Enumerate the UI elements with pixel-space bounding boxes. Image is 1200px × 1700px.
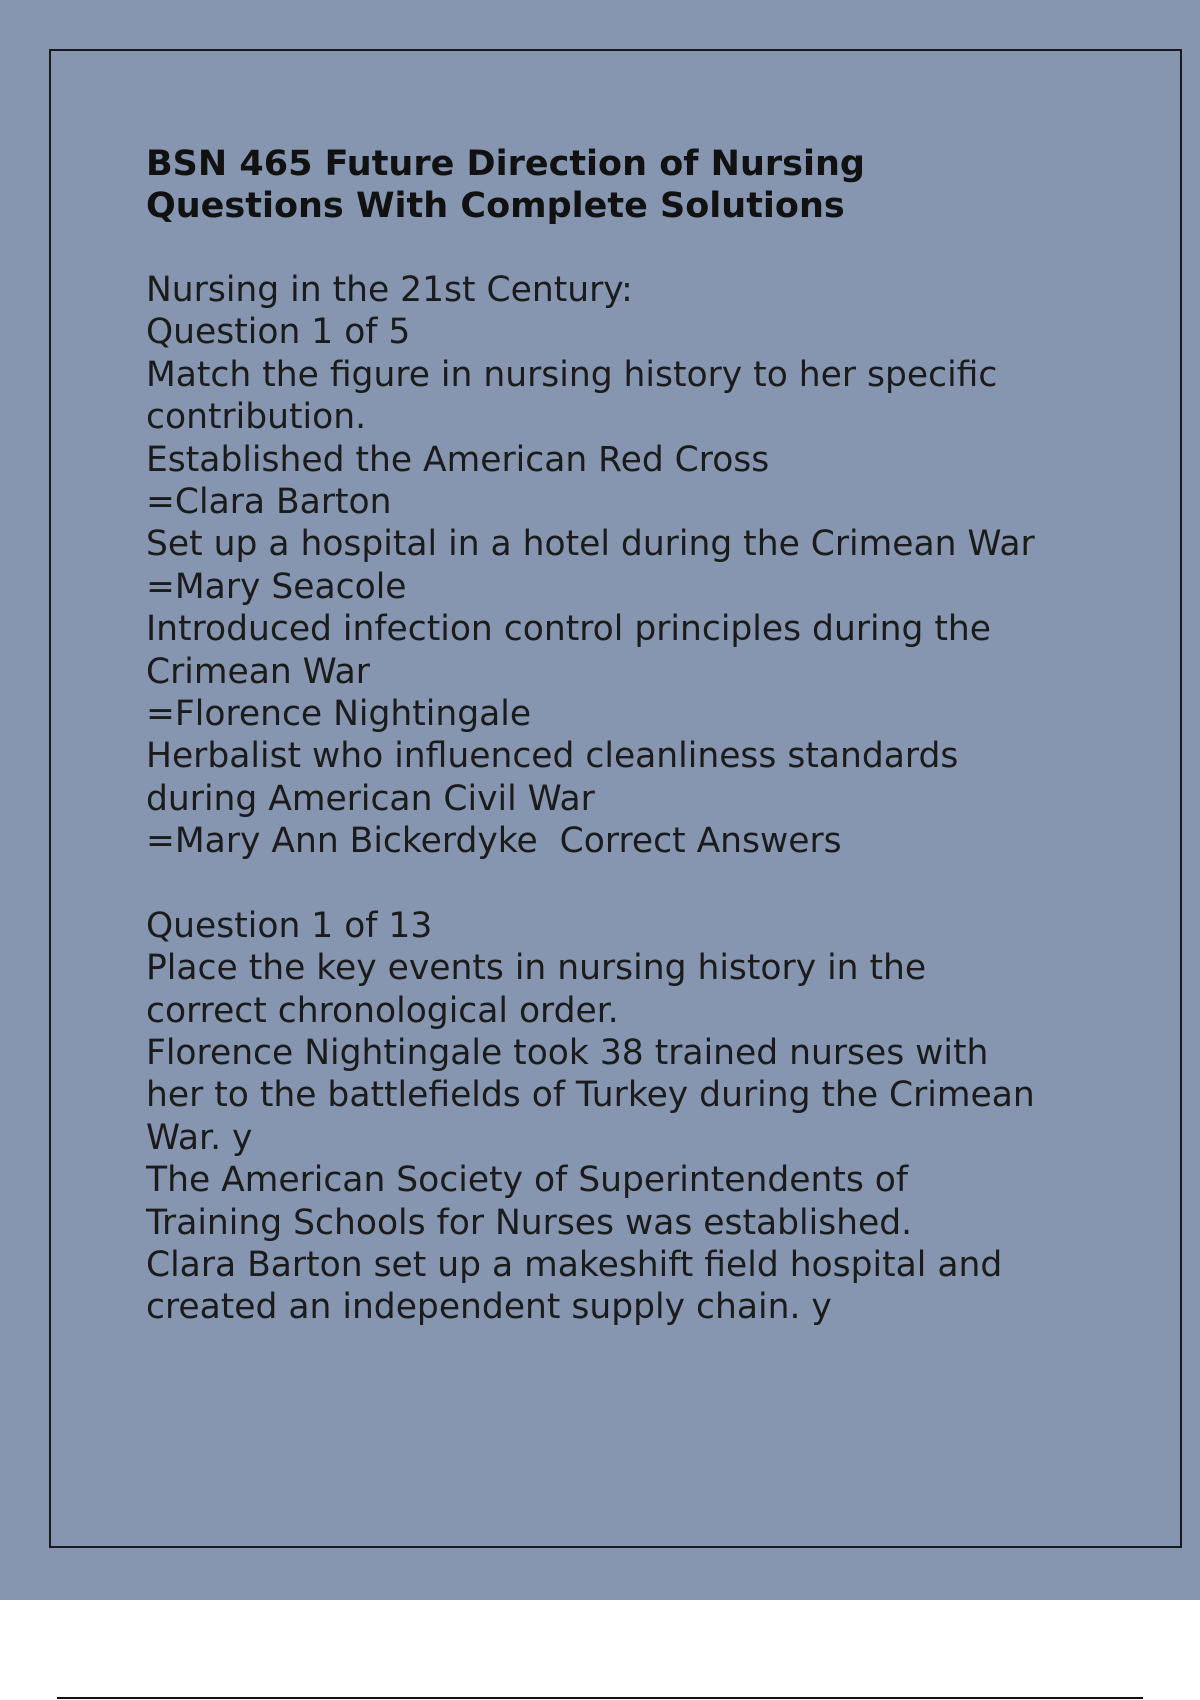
question-text: correct chronological order. [146,990,619,1031]
title-line: BSN 465 Future Direction of Nursing [146,144,865,184]
question-number: Question 1 of 13 [146,905,433,946]
event-item: Training Schools for Nurses was established. [146,1202,913,1243]
match-prompt: Set up a hospital in a hotel during the Crimean War [146,524,1035,565]
section-heading: Nursing in the 21st Century: [146,270,633,310]
match-prompt: Introduced infection control principles during the [146,609,991,650]
event-item: her to the battlefields of Turkey during the Crimean [146,1075,1035,1116]
event-item: The American Society of Superintendents of [146,1160,909,1201]
title-line: Questions With Complete Solutions [146,186,845,226]
section-nursing-21st-century [146,269,1106,863]
match-answer: =Mary Seacole [146,566,407,607]
event-item: created an independent supply chain. y [146,1287,832,1328]
match-answer: =Mary Ann Bickerdyke Correct Answers [146,821,842,862]
match-prompt: Herbalist who influenced cleanliness standards [146,736,959,777]
event-item: Clara Barton set up a makeshift field hospital and [146,1244,1003,1285]
event-item: War. y [146,1117,253,1158]
match-prompt: during American Civil War [146,778,595,819]
match-prompt: Established the American Red Cross [146,439,770,480]
bottom-rule [57,1697,1143,1699]
section-question-1-of-13 [146,905,1106,1329]
question-text: contribution. [146,397,367,438]
question-number: Question 1 of 5 [146,312,411,353]
question-text: Place the key events in nursing history in the [146,948,927,989]
question-text: Match the figure in nursing history to her specific [146,354,998,395]
match-prompt: Crimean War [146,651,370,692]
match-answer: =Florence Nightingale [146,694,532,735]
document-title [146,143,1106,227]
event-item: Florence Nightingale took 38 trained nurses with [146,1032,989,1073]
match-answer: =Clara Barton [146,482,392,523]
document-body [146,143,1106,1329]
